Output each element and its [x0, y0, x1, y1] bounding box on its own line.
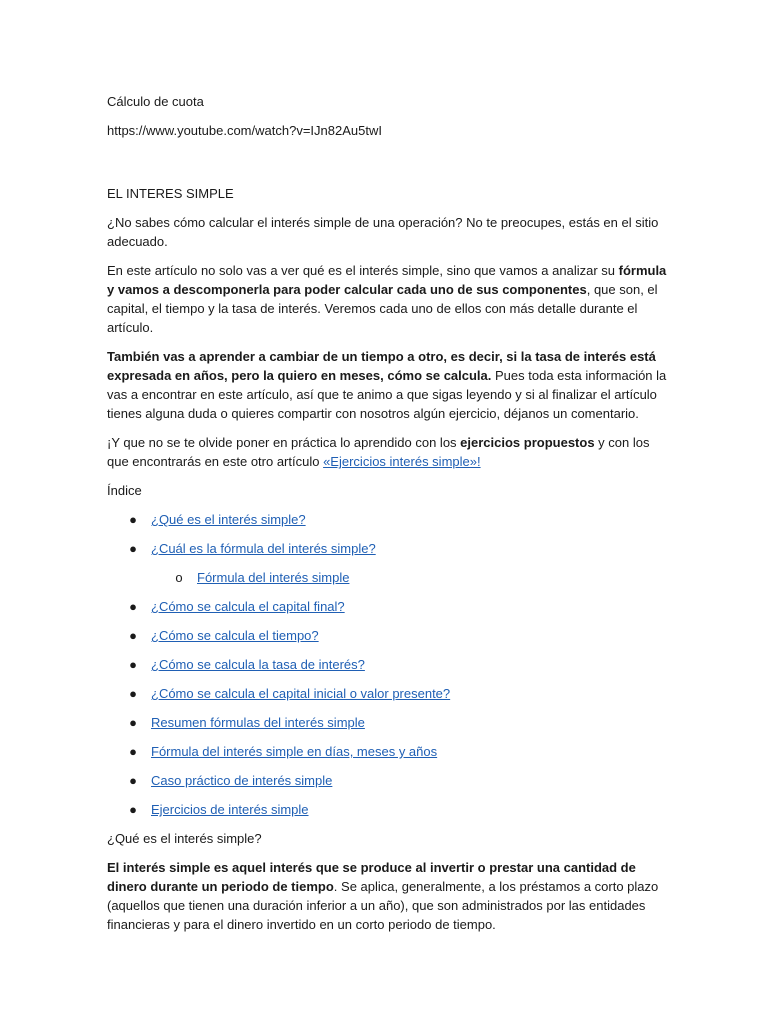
- toc-link[interactable]: ¿Qué es el interés simple?: [151, 512, 306, 527]
- paragraph-formula-text-a: En este artículo no solo vas a ver qué es el interés simple, sino que vamos a analizar su: [107, 263, 619, 278]
- toc-link[interactable]: ¿Cómo se calcula el capital inicial o valor presente?: [151, 686, 451, 701]
- paragraph-time-bold: También vas a aprender a cambiar de un tiempo a otro, es decir, si la tasa de interés está expresada en años, pero la quiero en meses, cómo se calcula.: [107, 349, 656, 383]
- toc-item: [107, 800, 667, 829]
- toc-item: [107, 742, 667, 771]
- toc-item: [107, 655, 667, 684]
- exercises-link[interactable]: «Ejercicios interés simple»!: [323, 454, 481, 469]
- toc-subitem: [107, 568, 667, 597]
- paragraph-definition-bold: El interés simple es aquel interés que se produce al invertir o prestar una cantidad de dinero durante un periodo de tiempo: [107, 860, 636, 894]
- document-page: [107, 92, 667, 944]
- table-of-contents: [107, 510, 667, 829]
- video-url[interactable]: https://www.youtube.com/watch?v=IJn82Au5twI: [107, 123, 382, 138]
- article-heading: EL INTERES SIMPLE: [107, 186, 234, 201]
- paragraph-formula-bold: fórmula y vamos a descomponerla para poder calcular cada uno de sus componentes: [107, 263, 667, 297]
- bullet-icon: ●: [129, 599, 137, 614]
- bullet-icon: ●: [129, 657, 137, 672]
- toc-link[interactable]: ¿Cómo se calcula el capital final?: [151, 599, 345, 614]
- toc-item: [107, 597, 667, 626]
- toc-link[interactable]: Caso práctico de interés simple: [151, 773, 333, 788]
- paragraph-formula-text-c: , que son, el capital, el tiempo y la tasa de interés. Veremos cada uno de ellos con más detalle durante el artículo.: [107, 282, 658, 335]
- toc-item: [107, 539, 667, 568]
- section-heading: ¿Qué es el interés simple?: [107, 831, 262, 846]
- bullet-icon: ●: [129, 715, 137, 730]
- bullet-icon: ●: [129, 773, 137, 788]
- bullet-icon: ●: [129, 628, 137, 643]
- paragraph-formula: [107, 261, 667, 337]
- toc-link[interactable]: ¿Cuál es la fórmula del interés simple?: [151, 541, 376, 556]
- bullet-icon: ●: [129, 512, 137, 527]
- index-label: Índice: [107, 483, 142, 498]
- toc-link[interactable]: Resumen fórmulas del interés simple: [151, 715, 365, 730]
- toc-item: [107, 713, 667, 742]
- toc-link[interactable]: Ejercicios de interés simple: [151, 802, 309, 817]
- bullet-icon: ●: [129, 686, 137, 701]
- toc-item: [107, 626, 667, 655]
- toc-item: [107, 510, 667, 539]
- paragraph-exercises: [107, 433, 667, 471]
- toc-link[interactable]: ¿Cómo se calcula la tasa de interés?: [151, 657, 365, 672]
- paragraph-definition: [107, 858, 667, 934]
- paragraph-definition-text: . Se aplica, generalmente, a los préstamos a corto plazo (aquellos que tienen una duración inferior a un año), que son administrados por las entidades financieras y para el dinero invertido en un corto periodo de tiempo.: [107, 879, 659, 932]
- toc-item: [107, 771, 667, 800]
- paragraph-time-text: Pues toda esta información la vas a encontrar en este artículo, así que te animo a que sigas leyendo y si al finalizar el artículo tienes alguna duda o quieres compartir con nosotros algún ejercicio, déjanos un comentario.: [107, 368, 667, 421]
- bullet-icon: ●: [129, 541, 137, 556]
- paragraph-exercises-bold: ejercicios propuestos: [460, 435, 595, 450]
- paragraph-exercises-text-a: ¡Y que no se te olvide poner en práctica lo aprendido con los: [107, 435, 461, 450]
- toc-link[interactable]: Fórmula del interés simple: [197, 570, 350, 585]
- toc-item: [107, 684, 667, 713]
- paragraph-exercises-text-c: y con los que encontrarás en este otro artículo: [107, 435, 650, 469]
- hollow-bullet-icon: o: [175, 570, 183, 585]
- paragraph-intro: ¿No sabes cómo calcular el interés simple de una operación? No te preocupes, estás en el sitio adecuado.: [107, 215, 659, 249]
- doc-title: Cálculo de cuota: [107, 94, 204, 109]
- bullet-icon: ●: [129, 744, 137, 759]
- paragraph-time: [107, 347, 667, 423]
- toc-link[interactable]: Fórmula del interés simple en días, meses y años: [151, 744, 438, 759]
- toc-link[interactable]: ¿Cómo se calcula el tiempo?: [151, 628, 319, 643]
- bullet-icon: ●: [129, 802, 137, 817]
